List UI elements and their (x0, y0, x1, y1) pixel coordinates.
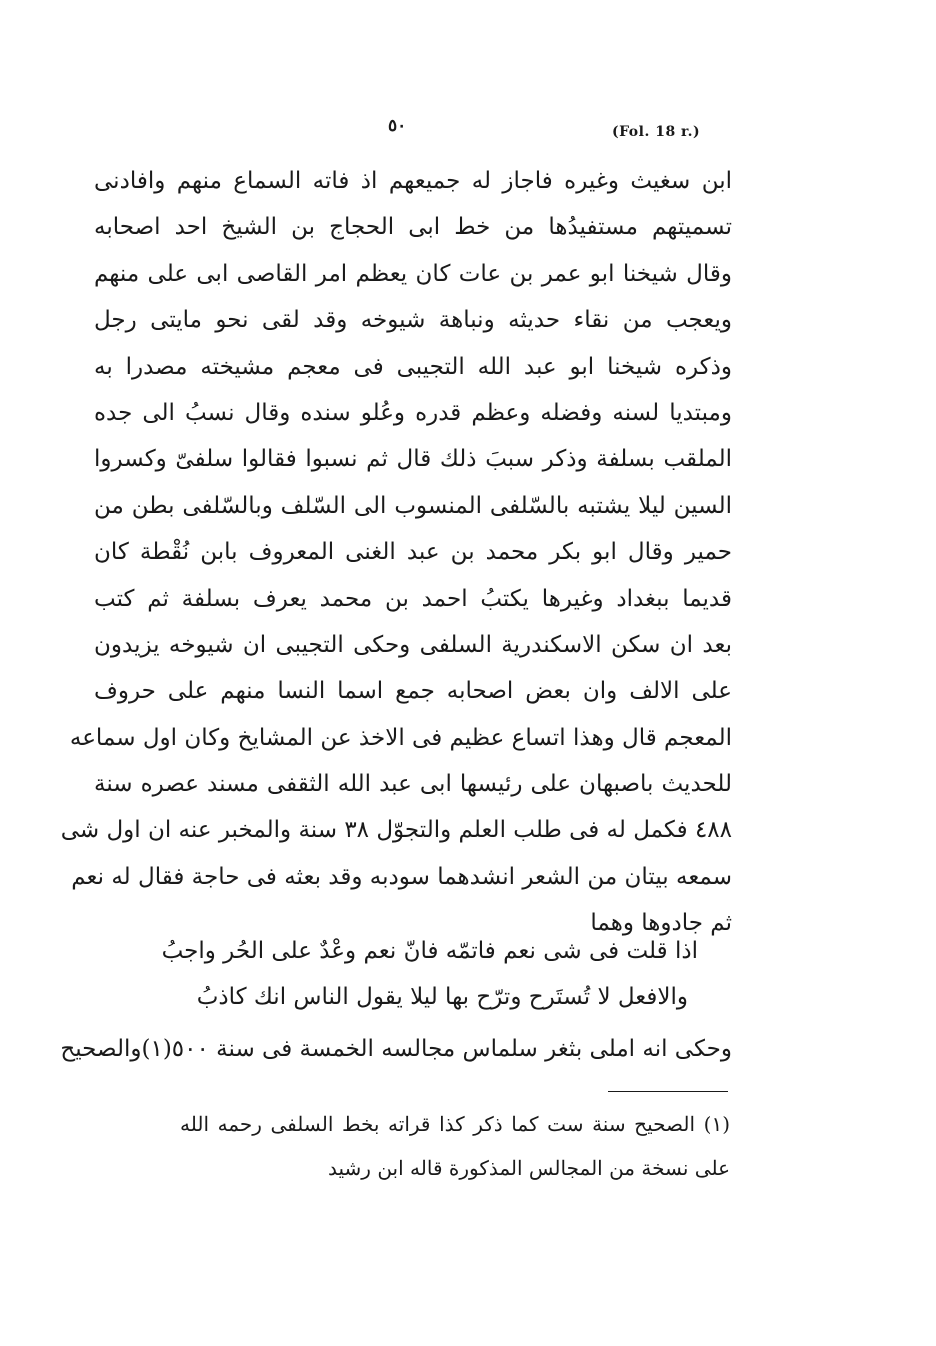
text-line: وذكره شيخنا ابو عبد الله التجيبى فى معجم مشيخته مصدرا به (94, 353, 732, 380)
text-line: ثم جادوها وهما (590, 910, 732, 937)
text-line: السين ليلا يشتبه بالسّلفى المنسوب الى السّلف وبالسّلفى بطن من (94, 492, 732, 519)
text-line: ابن سغيث وغيره فاجاز له جميعهم اذ فاته السماع منهم وافادنى (94, 168, 732, 194)
text-line: حمير وقال ابو بكر محمد بن عبد الغنى المعروف بابن نُقْطة كان (94, 539, 732, 566)
text-line: الملقب بسلفة وذكر سببَ ذلك قال ثم نسبوا فقالوا سلفىّ وكسروا (94, 446, 732, 473)
text-line: للحديث باصبهان على رئيسها ابى عبد الله الثقفى مسند عصره سنة (94, 771, 732, 798)
verse-block (104, 928, 698, 1021)
footnote-line: (١) الصحيح سنة ست كما ذكر كذا قراته بخط السلفى رحمه الله (180, 1112, 730, 1136)
text-line: وقال شيخنا ابو عمر بن عات كان يعظم امر القاصى ابى على منهم (94, 260, 732, 287)
text-line: قديما ببغداد وغيرها يكتبُ احمد بن محمد يعرف بسلفة ثم كتب (94, 585, 732, 612)
footnote (180, 1102, 730, 1190)
text-line: تسميتهم مستفيدُها من خط ابى الحجاج بن الشيخ احد اصحابه (94, 214, 732, 241)
text-line: على الالف وان بعض اصحابه جمع اسما النسا منهم على حروف (94, 678, 732, 705)
page-number: ٥٠ (388, 116, 407, 136)
text-line: ويعجب من نقاء حديثه ونباهة شيوخه وقد لقى نحو مايتى رجل (94, 307, 732, 334)
text-line: سمعه بيتان من الشعر انشدهما سودبه وقد بعثه فى حاجة فقال له نعم (71, 863, 732, 890)
verse-line: والافعل لا تُستَرح وترّح بها ليلا يقول الناس انك كاذبُ (196, 984, 688, 1011)
folio-reference: (Fol. 18 r.) (612, 124, 701, 140)
footnote-line: على نسخة من المجالس المذكورة قاله ابن رشيد (328, 1156, 730, 1180)
text-line: وحكى انه املى بثغر سلماس مجالسه الخمسة فى سنة ٥٠٠(١)والصحيح (60, 1036, 732, 1062)
text-line: بعد ان سكن الاسكندرية السلفى وحكى التجيبى ان شيوخه يزيدون (94, 631, 732, 658)
closing-text (60, 1026, 732, 1072)
text-line: ٤٨٨ فكمل له فى طلب العلم والتجوّل ٣٨ سنة والمخبر عنه ان اول شى (60, 817, 732, 844)
main-text (60, 158, 732, 947)
text-line: المعجم قال وهذا اتساع عظيم فى الاخذ عن المشايخ وكان اول سماعه (69, 724, 732, 751)
footnote-divider (608, 1091, 728, 1092)
verse-line: اذا قلت فى شى نعم فاتمّه فانّ نعم وعْدٌ على الحُر واجبُ (161, 938, 698, 964)
text-line: ومبتديا لسنه وفضله وعظم قدره وعُلو سنده وقال نسبُ الى جده (94, 399, 732, 426)
